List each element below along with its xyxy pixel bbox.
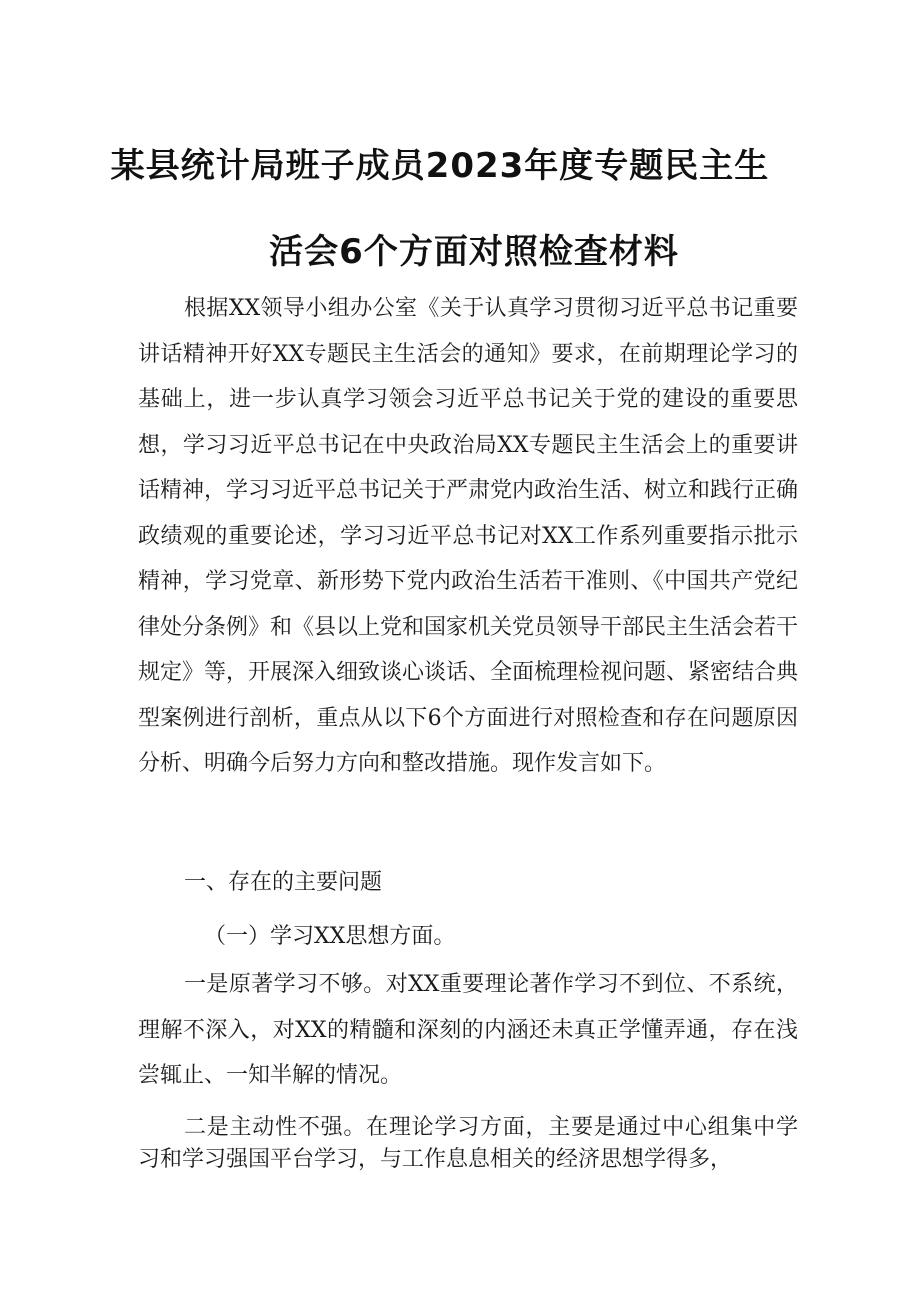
document-title-line1: 某县统计局班子成员2023年度专题民主生 — [110, 146, 770, 186]
point1-paragraph: 一是原著学习不够。对XX重要理论著作学习不到位、不系统，理解不深入，对XX的精髓和深刻的内涵还未真正学懂弄通，存在浅尝辄止、一知半解的情况。 — [138, 972, 798, 1088]
intro-paragraph-block — [138, 286, 798, 787]
point2-paragraph-block — [138, 1112, 798, 1176]
subsection-heading-study: （一）学习XX思想方面。 — [204, 924, 456, 949]
point1-paragraph-block — [138, 962, 798, 1099]
document-title-line2: 活会6个方面对照检查材料 — [269, 232, 679, 272]
point2-paragraph: 二是主动性不强。在理论学习方面，主要是通过中心组集中学习和学习强国平台学习，与工作息息相关的经济思想学得多， — [138, 1115, 798, 1172]
section-heading-problems: 一、存在的主要问题 — [184, 870, 383, 895]
intro-paragraph: 根据XX领导小组办公室《关于认真学习贯彻习近平总书记重要讲话精神开好XX专题民主生活会的通知》要求，在前期理论学习的基础上，进一步认真学习领会习近平总书记关于党的建设的重要思想，学习习近平总书记在中央政治局XX专题民主生活会上的重要讲话精神，学习习近平总书记关于严肃党内政治生活、树立和践行正确政绩观的重要论述，学习习近平总书记对XX工作系列重要指示批示精神，学习党章、新形势下党内政治生活若干准则、《中国共产党纪律处分条例》和《县以上党和国家机关党员领导干部民主生活会若干规定》等，开展深入细致谈心谈话、全面梳理检视问题、紧密结合典型案例进行剖析，重点从以下6个方面进行对照检查和存在问题原因分析、明确今后努力方向和整改措施。现作发言如下。 — [138, 296, 799, 776]
